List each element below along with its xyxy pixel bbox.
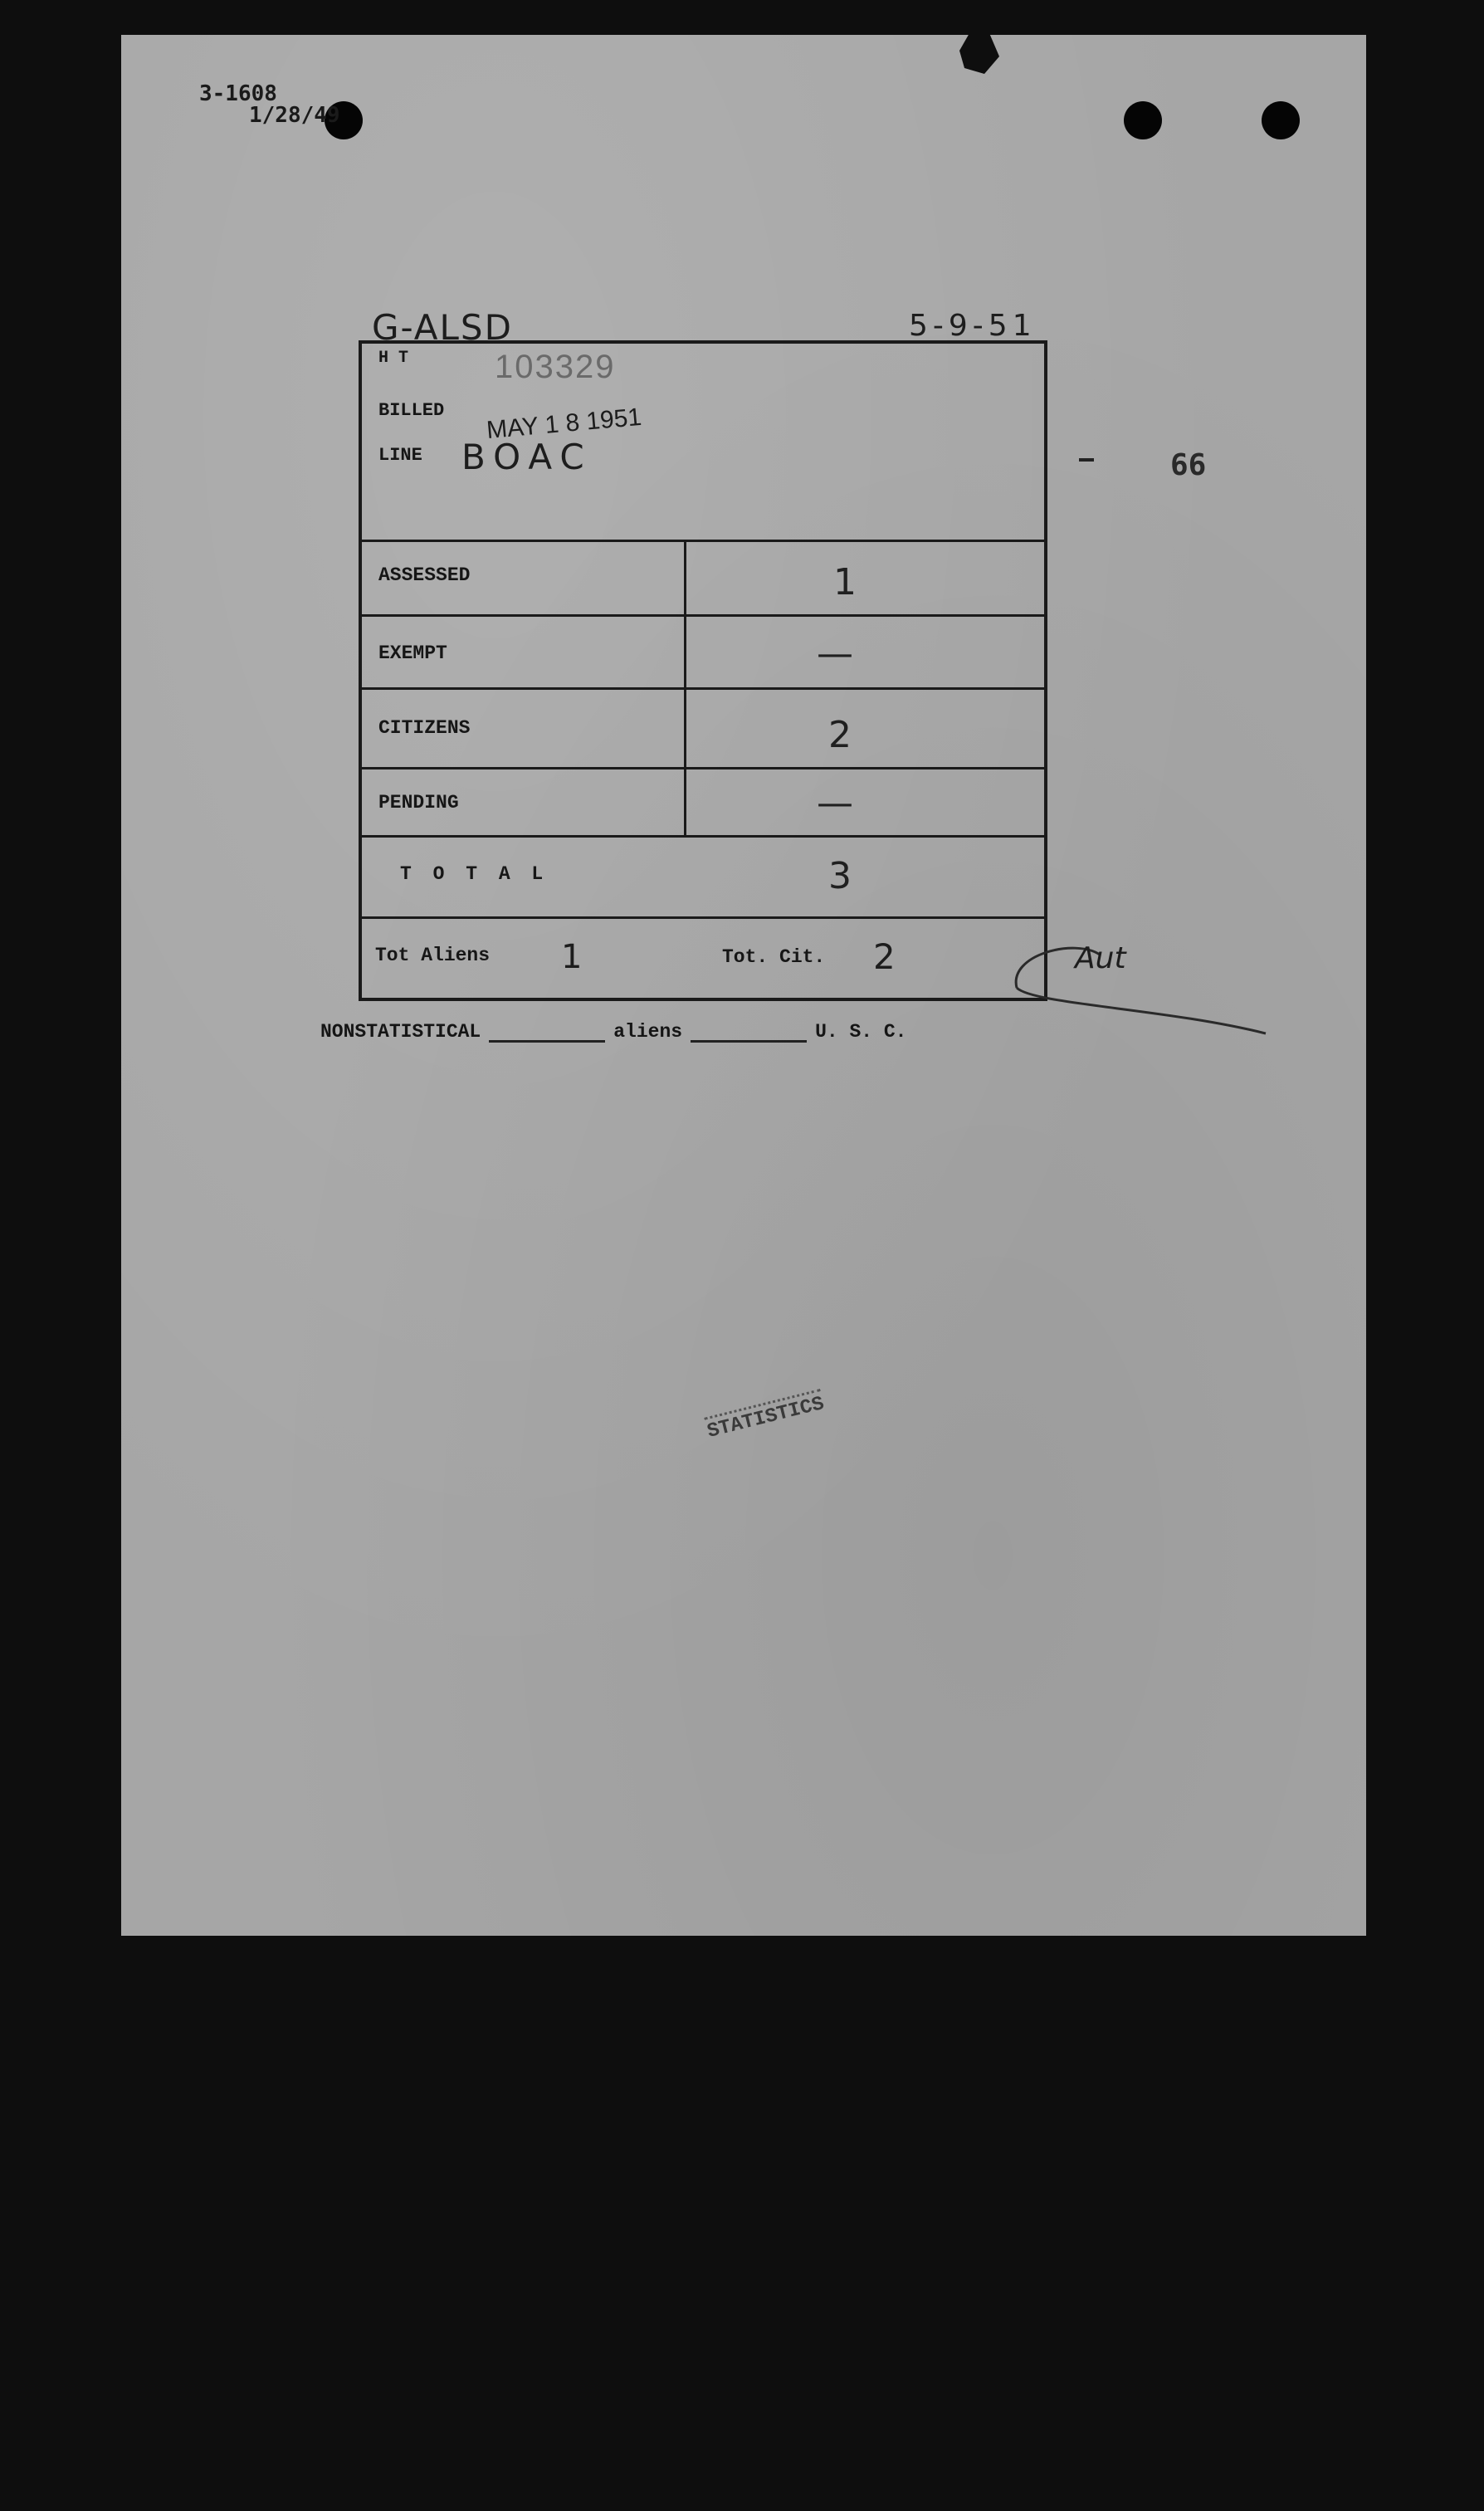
citizens-value: 2 xyxy=(828,714,852,756)
blank-line xyxy=(691,1040,807,1043)
ht-number: 103329 xyxy=(495,349,616,385)
corner-note-line2: 1/28/49 xyxy=(249,103,340,128)
immigration-form xyxy=(359,340,1047,1001)
tot-aliens-label: Tot Aliens xyxy=(375,945,491,966)
total-value: 3 xyxy=(828,855,852,897)
nonstatistical-label: NONSTATISTICAL xyxy=(320,1021,481,1043)
exempt-label: EXEMPT xyxy=(378,642,447,664)
exempt-value: — xyxy=(817,633,853,675)
divider xyxy=(362,767,1044,769)
tot-cit-label: Tot. Cit. xyxy=(722,946,826,968)
divider xyxy=(362,687,1044,690)
blank-line xyxy=(489,1040,605,1043)
header-date: 5-9-51 xyxy=(909,309,1037,343)
line-value: BOAC xyxy=(461,437,593,477)
citizens-label: CITIZENS xyxy=(378,717,471,739)
punch-hole xyxy=(1124,101,1162,139)
pending-value: — xyxy=(817,782,853,824)
aliens-label: aliens xyxy=(613,1021,683,1043)
corner-note-line1: 3-1608 xyxy=(199,81,277,106)
signature-text: Aut xyxy=(1075,941,1126,975)
ht-label: H T xyxy=(378,349,409,368)
divider xyxy=(362,835,1044,838)
corner-note xyxy=(199,83,340,126)
usc-label: U. S. C. xyxy=(815,1021,907,1043)
nonstatistical-line xyxy=(320,1021,906,1043)
divider xyxy=(362,540,1044,542)
assessed-value: 1 xyxy=(833,561,857,603)
statistics-stamp: STATISTICS xyxy=(704,1389,826,1444)
total-label: T O T A L xyxy=(400,863,549,885)
punch-hole xyxy=(1262,101,1300,139)
inspector-signature xyxy=(1000,938,1282,1049)
line-label: LINE xyxy=(378,445,422,466)
pending-label: PENDING xyxy=(378,792,459,813)
flight-code: G-ALSD xyxy=(372,307,513,348)
assessed-label: ASSESSED xyxy=(378,564,471,586)
divider xyxy=(362,614,1044,617)
billed-date-stamp: MAY 1 8 1951 xyxy=(485,403,643,445)
signature-flourish xyxy=(1000,938,1282,1046)
tot-cit-value: 2 xyxy=(873,936,896,977)
margin-dash xyxy=(1079,458,1094,462)
right-margin-number: 66 xyxy=(1170,448,1207,482)
divider xyxy=(362,916,1044,919)
billed-label: BILLED xyxy=(378,400,445,421)
tot-aliens-value: 1 xyxy=(561,938,583,976)
